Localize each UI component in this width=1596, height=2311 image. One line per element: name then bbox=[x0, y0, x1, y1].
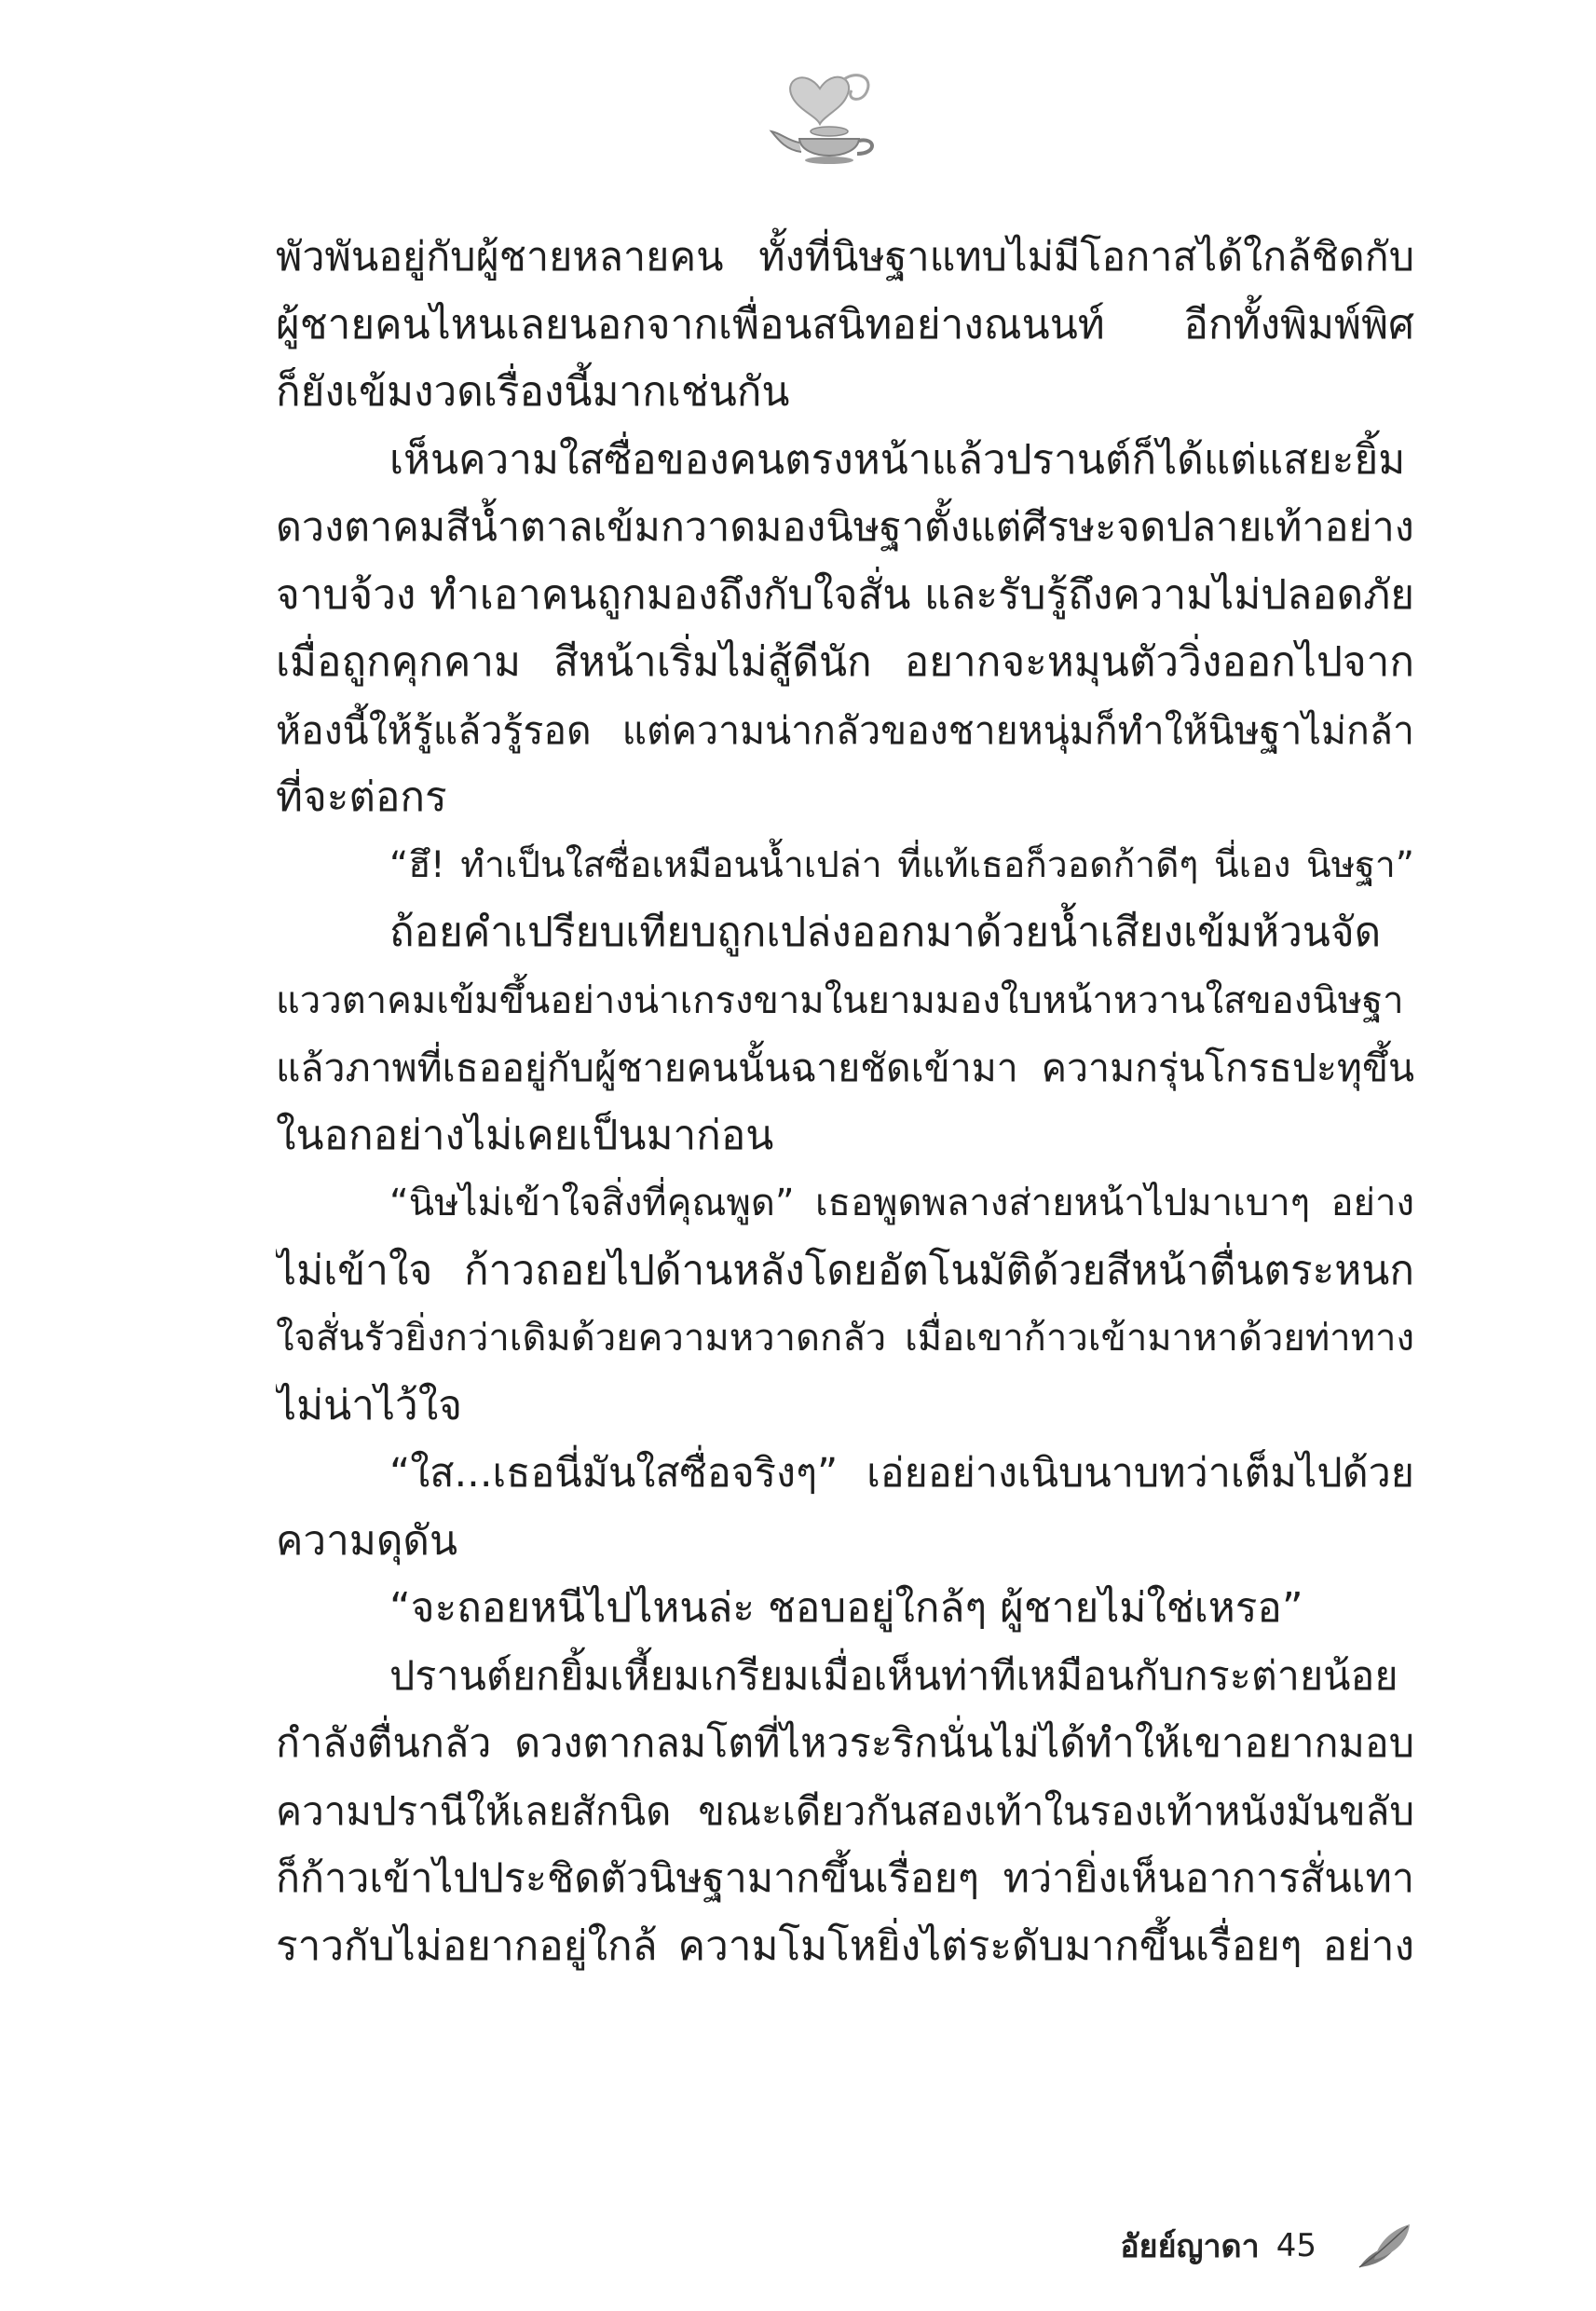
text-line: กำลังตื่นกลัว ดวงตากลมโตที่ไหวระริกนั่นไม่ได้ทำให้เขาอยากมอบ bbox=[276, 1720, 1414, 1767]
text-line: ปรานต์ยกยิ้มเหี้ยมเกรียมเมื่อเห็นท่าทีเหมือนกับกระต่ายน้อย bbox=[389, 1652, 1398, 1700]
text-line: ก็ก้าวเข้าไปประชิดตัวนิษฐามากขึ้นเรื่อยๆ ทว่ายิ่งเห็นอาการสั่นเทา bbox=[276, 1855, 1414, 1902]
text-line: ในอกอย่างไม่เคยเป็นมาก่อน bbox=[276, 1111, 774, 1159]
text-line: ที่จะต่อกร bbox=[276, 773, 447, 821]
text-line: ห้องนี้ให้รู้แล้วรู้รอด แต่ความน่ากลัวของชายหนุ่มก็ทำให้นิษฐาไม่กล้า bbox=[276, 707, 1414, 753]
text-line: “นิษไม่เข้าใจสิ่งที่คุณพูด” เธอพูดพลางส่ายหน้าไปมาเบาๆ อย่าง bbox=[389, 1182, 1414, 1224]
page-footer bbox=[1120, 2218, 1413, 2274]
text-line: จาบจ้วง ทำเอาคนถูกมองถึงกับใจสั่น และรับรู้ถึงความไม่ปลอดภัย bbox=[276, 570, 1414, 619]
text-line: ไม่เข้าใจ ก้าวถอยไปด้านหลังโดยอัตโนมัติด้วยสีหน้าตื่นตระหนก bbox=[276, 1246, 1414, 1294]
body-text bbox=[276, 224, 1414, 1980]
text-line: ถ้อยคำเปรียบเทียบถูกเปล่งออกมาด้วยน้ำเสียงเข้มห้วนจัด bbox=[389, 909, 1382, 956]
text-line: ความปรานีให้เลยสักนิด ขณะเดียวกันสองเท้าในรองเท้าหนังมันขลับ bbox=[276, 1787, 1414, 1834]
text-line: พัวพันอยู่กับผู้ชายหลายคน ทั้งที่นิษฐาแทบไม่มีโอกาสได้ใกล้ชิดกับ bbox=[276, 234, 1414, 280]
text-line: ก็ยังเข้มงวดเรื่องนี้มากเช่นกัน bbox=[276, 368, 790, 416]
tea-leaf-icon bbox=[1354, 2219, 1413, 2273]
text-line: ไม่น่าไว้ใจ bbox=[276, 1381, 463, 1429]
author-name: อัยย์ญาดา bbox=[1120, 2228, 1260, 2265]
text-line: “ใส...เธอนี่มันใสซื่อจริงๆ” เอ่ยอย่างเนิบนาบทว่าเต็มไปด้วย bbox=[389, 1450, 1414, 1497]
text-line: ความดุดัน bbox=[276, 1516, 458, 1565]
text-line: ราวกับไม่อยากอยู่ใกล้ ความโมโหยิ่งไต่ระดับมากขึ้นเรื่อยๆ อย่าง bbox=[276, 1921, 1414, 1970]
page-number: 45 bbox=[1275, 2227, 1316, 2264]
text-line: แล้วภาพที่เธออยู่กับผู้ชายคนนั้นฉายชัดเข้ามา ความกรุ่นโกรธปะทุขึ้น bbox=[276, 1046, 1414, 1090]
text-line: เห็นความใสซื่อของคนตรงหน้าแล้วปรานต์ก็ได้แต่แสยะยิ้ม bbox=[389, 435, 1406, 484]
text-line: ใจสั่นรัวยิ่งกว่าเดิมด้วยความหวาดกลัว เมื่อเขาก้าวเข้ามาหาด้วยท่าทาง bbox=[276, 1317, 1414, 1360]
text-line: “จะถอยหนีไปไหนล่ะ ชอบอยู่ใกล้ๆ ผู้ชายไม่ใช่เหรอ” bbox=[389, 1584, 1303, 1632]
text-line: ผู้ชายคนไหนเลยนอกจากเพื่อนสนิทอย่างณนนท์ อีกทั้งพิมพ์พิศ bbox=[276, 300, 1414, 349]
text-line: “ฮึ! ทำเป็นใสซื่อเหมือนน้ำเปล่า ที่แท้เธอก็วอดก้าดีๆ นี่เอง นิษฐา” bbox=[389, 843, 1414, 886]
text-line: ดวงตาคมสีน้ำตาลเข้มกวาดมองนิษฐาตั้งแต่ศีรษะจดปลายเท้าอย่าง bbox=[276, 504, 1414, 551]
text-line: เมื่อถูกคุกคาม สีหน้าเริ่มไม่สู้ดีนัก อยากจะหมุนตัววิ่งออกไปจาก bbox=[276, 638, 1414, 686]
teapot-heart-ornament-icon bbox=[755, 51, 904, 172]
text-line: แววตาคมเข้มขึ้นอย่างน่าเกรงขามในยามมองใบหน้าหวานใสของนิษฐา bbox=[276, 978, 1404, 1022]
